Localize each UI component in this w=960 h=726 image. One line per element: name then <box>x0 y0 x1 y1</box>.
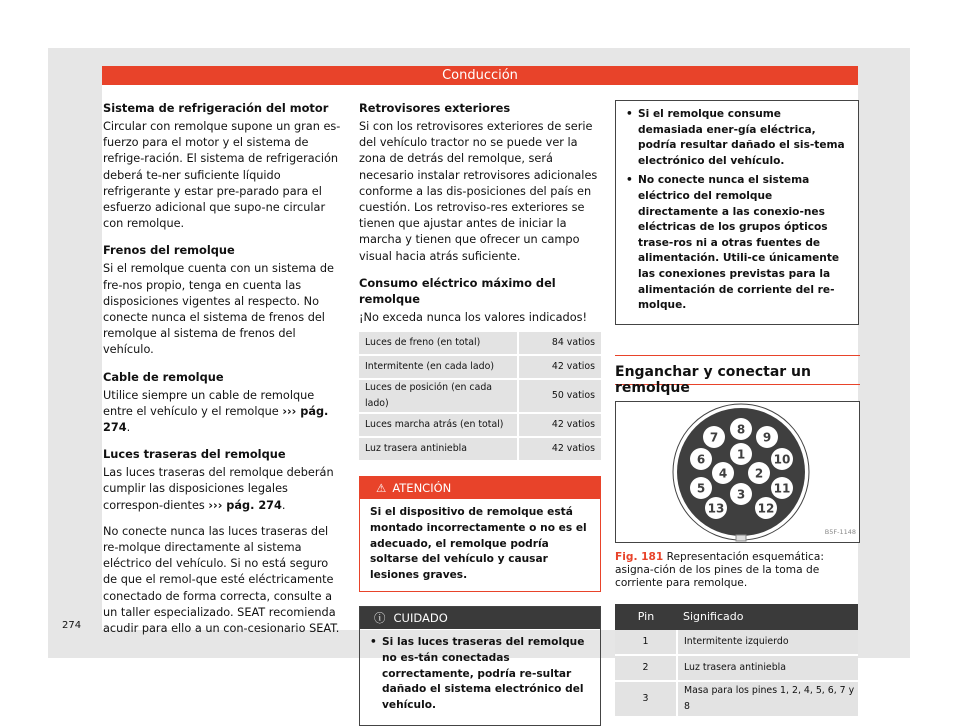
power-table <box>359 332 601 462</box>
pin-column-header: Pin <box>615 604 677 630</box>
column-right <box>615 100 860 718</box>
list-item <box>626 173 848 313</box>
text-rear-lights-1: Las luces traseras del remolque deberán cumplir las disposiciones legales correspon-dientes ››› pág. 274. <box>103 466 334 512</box>
meaning-cell: Luz trasera antiniebla <box>677 655 858 681</box>
power-label: Luces de posición (en cada lado) <box>359 379 518 413</box>
atencion-title: ATENCIÓN <box>392 481 452 496</box>
column-left <box>103 100 343 647</box>
figure-connector <box>615 401 860 543</box>
warning-triangle-icon: ⚠ <box>376 481 387 496</box>
text-rear-lights-body: Las luces traseras del remolque deberán cumplir las disposiciones legales correspon-dientes <box>103 466 334 512</box>
pin-label: 12 <box>757 501 775 516</box>
page-ref-link[interactable]: ››› pág. 274 <box>103 404 329 435</box>
page-ref-link[interactable]: ››› pág. 274 <box>208 498 282 512</box>
pin-table <box>615 604 858 718</box>
table-row <box>359 379 601 413</box>
heading-brakes: Frenos del remolque <box>103 243 235 258</box>
text-mirrors: Si con los retrovisores exteriores de serie del vehículo tractor no se puede ver la zona de detrás del remolque, será necesario instalar retrovisores adicionales conforme a las dis-posiciones del país en cuestión. Los retroviso-res exteriores se tienen que ajustar antes de iniciar la marcha y tienen que ofrecer un campo visual hacia atrás suficiente. <box>359 120 598 263</box>
figure-caption-text: Representación esquemática: asigna-ción de los pines de la toma de corriente para remolque. <box>615 550 824 589</box>
list-item <box>626 107 848 169</box>
pin-label: 5 <box>696 481 706 496</box>
power-label: Luz trasera antiniebla <box>359 437 518 461</box>
bullet-icon: • <box>626 108 633 120</box>
power-label: Luces marcha atrás (en total) <box>359 413 518 437</box>
cuidado-title: CUIDADO <box>393 611 448 626</box>
power-value: 42 vatios <box>518 413 601 437</box>
heading-cable: Cable de remolque <box>103 369 224 384</box>
section-title: Enganchar y conectar un remolque <box>615 355 860 385</box>
meaning-column-header: Significado <box>677 604 858 630</box>
pin-label: 1 <box>736 447 746 462</box>
pin-label: 13 <box>707 501 725 516</box>
table-row <box>359 413 601 437</box>
pin-label: 10 <box>773 452 791 467</box>
pin-label: 11 <box>773 481 791 496</box>
pin-label: 6 <box>696 452 706 467</box>
heading-cooling: Sistema de refrigeración del motor <box>103 101 329 115</box>
meaning-cell: Intermitente izquierdo <box>677 630 858 655</box>
text-brakes: Si el remolque cuenta con un sistema de fre-nos propio, tenga en cuenta las disposiciones vigentes al respecto. No conecte nunca el sistema de frenos del remolque al sistema de frenos del vehículo. <box>103 262 334 357</box>
connector-diagram <box>616 402 859 542</box>
info-circle-icon: ⓘ <box>374 611 386 626</box>
table-row <box>359 332 601 355</box>
note-text-1: Si el remolque consume demasiada ener-gía eléctrica, podría resultar dañado el sis-tema electrónico del vehículo. <box>638 108 845 167</box>
pin-cell: 2 <box>615 655 677 681</box>
page-number: 274 <box>62 620 82 631</box>
text-cooling: Circular con remolque supone un gran es-fuerzo para el motor y el sistema de refrige-ración. El sistema de refrigeración deberá te-ner suficiente líquido refrigerante y estar pre-parado para el esfuerzo adicional que supo-ne circular con remolque. <box>103 120 341 231</box>
pin-label: 9 <box>762 430 772 445</box>
atencion-box <box>359 476 601 592</box>
connector-key <box>736 535 746 541</box>
table-row <box>359 437 601 461</box>
cuidado-box <box>359 606 601 726</box>
cuidado-body <box>360 629 600 725</box>
table-row <box>615 630 858 655</box>
pin-cell: 1 <box>615 630 677 655</box>
list-item <box>370 635 590 713</box>
table-header-row <box>615 604 858 630</box>
table-row <box>359 355 601 379</box>
table-row <box>615 681 858 717</box>
cuidado-continued-box <box>615 100 859 325</box>
power-value: 84 vatios <box>518 332 601 355</box>
cuidado-text: Si las luces traseras del remolque no es-tán conectadas correctamente, podría re-sultar dañado el sistema electrónico del vehículo. <box>382 636 585 711</box>
power-value: 42 vatios <box>518 437 601 461</box>
figure-label: Fig. 181 <box>615 550 664 563</box>
pin-cell: 3 <box>615 681 677 717</box>
chapter-header: Conducción <box>102 66 858 85</box>
pin-label: 3 <box>736 487 746 502</box>
power-label: Luces de freno (en total) <box>359 332 518 355</box>
text-cable-body: Utilice siempre un cable de remolque entre el vehículo y el remolque <box>103 388 315 418</box>
pin-label: 8 <box>736 422 746 437</box>
atencion-header <box>360 477 600 499</box>
text-power: ¡No exceda nunca los valores indicados! <box>359 310 588 324</box>
power-value: 50 vatios <box>518 379 601 413</box>
meaning-cell: Masa para los pines 1, 2, 4, 5, 6, 7 y 8 <box>677 681 858 717</box>
table-row <box>615 655 858 681</box>
bullet-icon: • <box>370 636 377 649</box>
column-middle <box>359 100 601 726</box>
power-label: Intermitente (en cada lado) <box>359 355 518 379</box>
figure-code: B5F-1148 <box>824 527 856 536</box>
text-cable: Utilice siempre un cable de remolque entre el vehículo y el remolque ››› pág. 274. <box>103 388 329 435</box>
bullet-icon: • <box>626 174 633 187</box>
text-rear-lights-2: No conecte nunca las luces traseras del re-molque directamente al sistema eléctrico del vehículo. Si no está seguro de que el remol-que esté eléctricamente conectado de forma correcta, consulte a un taller especializado. SEAT recomienda acudir para ello a un con-cesionario SEAT. <box>103 524 340 636</box>
heading-rear-lights: Luces traseras del remolque <box>103 447 286 462</box>
heading-power: Consumo eléctrico máximo del remolque <box>359 275 556 306</box>
figure-caption <box>615 551 860 590</box>
note-text-2: No conecte nunca el sistema eléctrico del remolque directamente a las conexio-nes eléctricas de los grupos ópticos trase-ros ni a otras fuentes de alimentación. Utili-ce únicamente las conexiones previstas para la alimentación de corriente del re-molque. <box>638 174 840 312</box>
power-value: 42 vatios <box>518 355 601 379</box>
heading-mirrors: Retrovisores exteriores <box>359 101 511 115</box>
pin-label: 7 <box>709 430 719 445</box>
pin-label: 2 <box>754 466 764 481</box>
atencion-text: Si el dispositivo de remolque está montado incorrectamente o no es el adecuado, el remolque podría soltarse del vehículo y causar lesiones graves. <box>370 506 587 581</box>
pin-label: 4 <box>718 466 728 481</box>
cuidado-header <box>360 607 600 629</box>
